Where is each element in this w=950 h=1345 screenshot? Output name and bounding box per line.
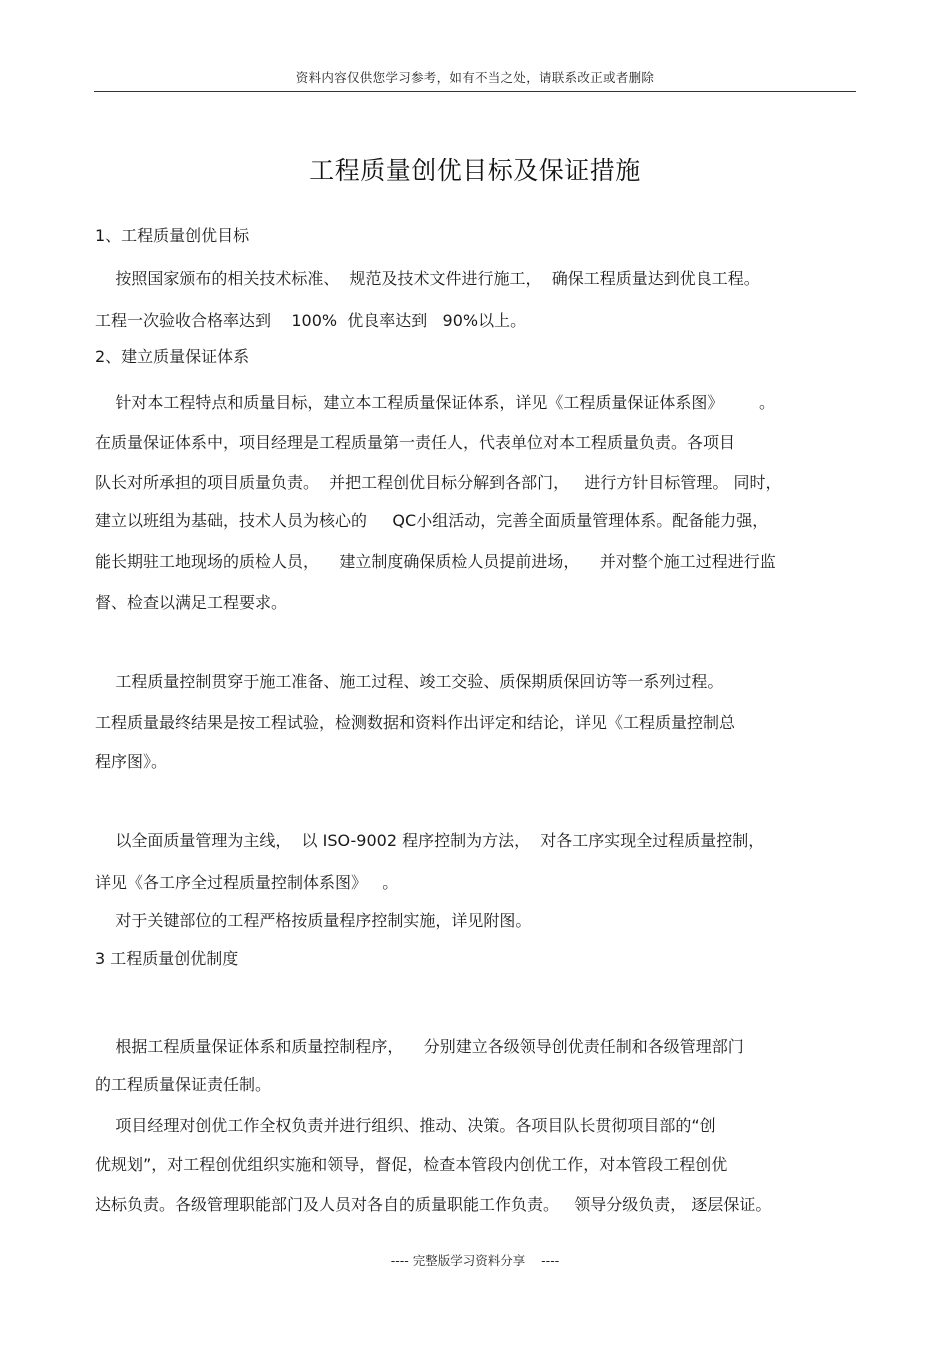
footer-note: ---- 完整版学习资料分享 ---- [390,1253,560,1268]
paragraph-line: 项目经理对创优工作全权负责并进行组织、推动、决策。各项目队长贯彻项目部的“创 [95,1116,716,1135]
paragraph-line: 工程一次验收合格率达到 100% 优良率达到 90%以上。 [95,311,527,330]
section-heading-2: 2、建立质量保证体系 [95,347,250,366]
paragraph-line: 能长期驻工地现场的质检人员， 建立制度确保质检人员提前进场， 并对整个施工过程进行监 [95,552,776,571]
paragraph-line: 根据工程质量保证体系和质量控制程序， 分别建立各级领导创优责任制和各级管理部门 [95,1037,744,1056]
paragraph-line: 建立以班组为基础，技术人员为核心的 QC小组活动，完善全面质量管理体系。配备能力强， [95,511,769,530]
paragraph-line: 针对本工程特点和质量目标，建立本工程质量保证体系，详见《工程质量保证体系图》 。 [95,393,775,412]
paragraph-line: 督、检查以满足工程要求。 [95,593,288,612]
paragraph-line: 优规划”，对工程创优组织实施和领导，督促，检查本管段内创优工作，对本管段工程创优 [95,1155,728,1174]
section-heading-1: 1、工程质量创优目标 [95,226,250,245]
paragraph-line: 对于关键部位的工程严格按质量程序控制实施，详见附图。 [95,911,532,930]
paragraph-line: 工程质量控制贯穿于施工准备、施工过程、竣工交验、质保期质保回访等一系列过程。 [95,672,724,691]
document-title: 工程质量创优目标及保证措施 [309,156,641,185]
paragraph-line: 的工程质量保证责任制。 [95,1075,272,1094]
header-divider [94,91,856,92]
paragraph-line: 队长对所承担的项目质量负责。 并把工程创优目标分解到各部门， 进行方针目标管理。 同时， [95,473,782,492]
paragraph-line: 程序图》。 [95,752,168,771]
section-heading-3: 3 工程质量创优制度 [95,949,239,968]
header-note: 资料内容仅供您学习参考，如有不当之处，请联系改正或者删除 [295,70,655,85]
paragraph-line: 按照国家颁布的相关技术标准、 规范及技术文件进行施工， 确保工程质量达到优良工程。 [95,269,760,288]
paragraph-line: 在质量保证体系中，项目经理是工程质量第一责任人，代表单位对本工程质量负责。各项目 [95,433,736,452]
paragraph-line: 达标负责。各级管理职能部门及人员对各自的质量职能工作负责。 领导分级负责， 逐层保证。 [95,1195,772,1214]
paragraph-line: 以全面质量管理为主线， 以 ISO-9002 程序控制为方法， 对各工序实现全过程质量控制， [95,831,765,850]
paragraph-line: 工程质量最终结果是按工程试验，检测数据和资料作出评定和结论，详见《工程质量控制总 [95,713,736,732]
paragraph-line: 详见《各工序全过程质量控制体系图》 。 [95,873,399,892]
